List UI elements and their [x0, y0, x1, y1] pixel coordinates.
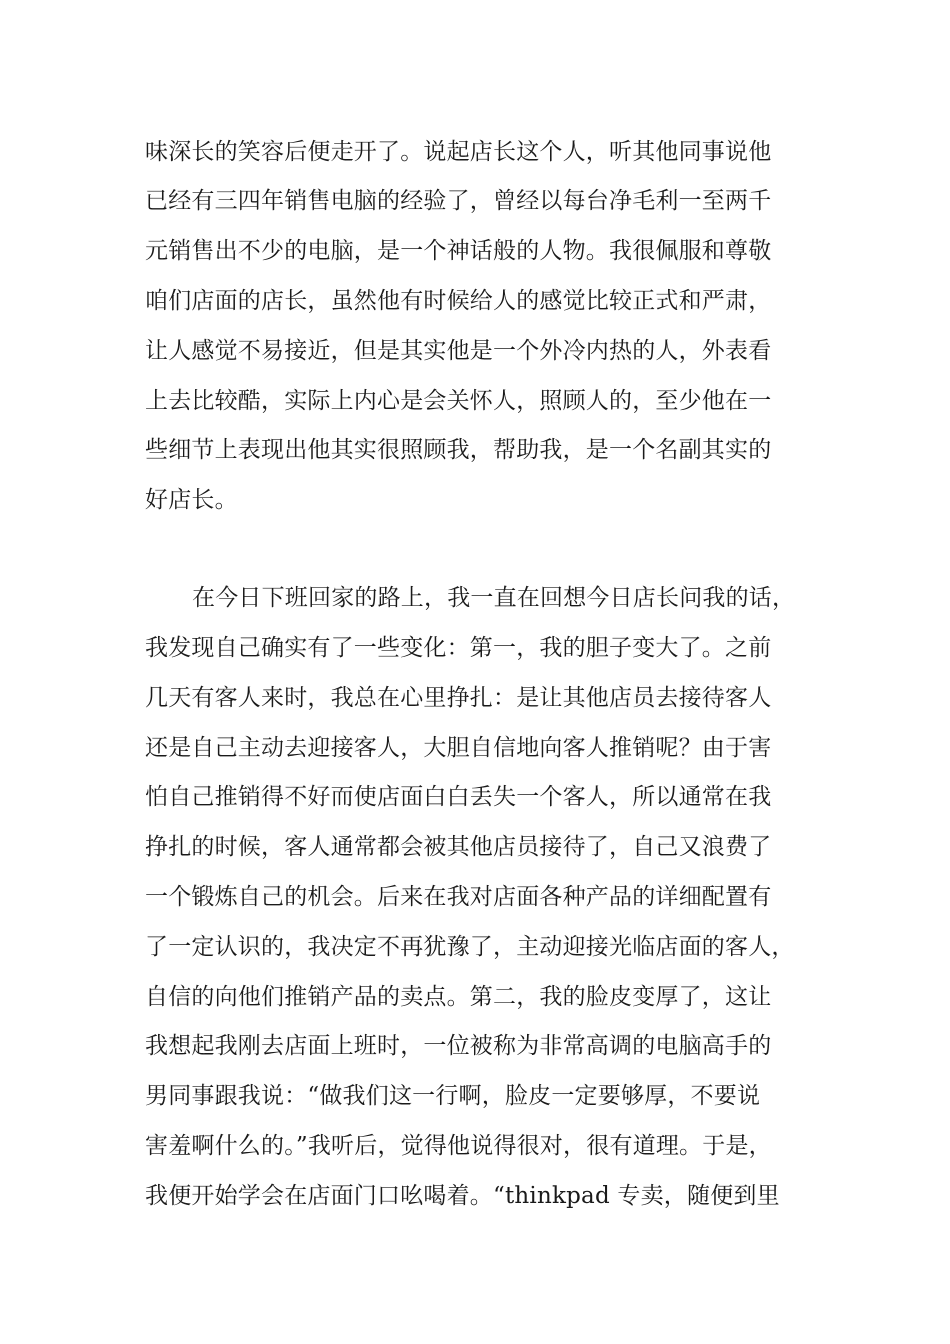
paragraph2-line-9: 自信的向他们推销产品的卖点。第二，我的脸皮变厚了，这让	[145, 984, 772, 1010]
paragraph1-line-1: 味深长的笑容后便走开了。说起店长这个人，听其他同事说他	[145, 139, 772, 165]
paragraph2-line-12: 害羞啊什么的。”我听后，觉得他说得很对，很有道理。于是，	[145, 1133, 772, 1159]
paragraph1-line-2: 已经有三四年销售电脑的经验了，曾经以每台净毛利一至两千	[145, 188, 772, 214]
paragraph2-line-2: 我发现自己确实有了一些变化：第一，我的胆子变大了。之前	[145, 635, 772, 661]
paragraph2-line-13: 我便开始学会在店面门口吆喝着。“thinkpad 专卖，随便到里	[145, 1183, 780, 1209]
paragraph2-line-3: 几天有客人来时，我总在心里挣扎：是让其他店员去接待客人	[145, 685, 772, 711]
paragraph2-line-11: 男同事跟我说：“做我们这一行啊，脸皮一定要够厚，不要说	[145, 1083, 761, 1109]
paragraph1-line-7: 些细节上表现出他其实很照顾我，帮助我，是一个名副其实的	[145, 437, 772, 463]
paragraph2-line-10: 我想起我刚去店面上班时，一位被称为非常高调的电脑高手的	[145, 1033, 772, 1059]
paragraph1-line-8: 好店长。	[145, 487, 238, 513]
paragraph1-line-4: 咱们店面的店长，虽然他有时候给人的感觉比较正式和严肃，	[145, 288, 772, 314]
paragraph2-line-8: 了一定认识的，我决定不再犹豫了，主动迎接光临店面的客人，	[145, 934, 795, 960]
paragraph2-line-5: 怕自己推销得不好而使店面白白丢失一个客人，所以通常在我	[145, 784, 772, 810]
paragraph1-line-3: 元销售出不少的电脑，是一个神话般的人物。我很佩服和尊敬	[145, 238, 772, 264]
paragraph2-line-1: 在今日下班回家的路上，我一直在回想今日店长问我的话，	[192, 585, 796, 611]
paragraph1-line-6: 上去比较酷，实际上内心是会关怀人，照顾人的，至少他在一	[145, 388, 772, 414]
paragraph2-line-6: 挣扎的时候，客人通常都会被其他店员接待了，自己又浪费了	[145, 834, 772, 860]
paragraph2-line-7: 一个锻炼自己的机会。后来在我对店面各种产品的详细配置有	[145, 884, 772, 910]
paragraph1-line-5: 让人感觉不易接近，但是其实他是一个外冷内热的人，外表看	[145, 338, 772, 364]
paragraph2-line-4: 还是自己主动去迎接客人，大胆自信地向客人推销呢？由于害	[145, 735, 772, 761]
